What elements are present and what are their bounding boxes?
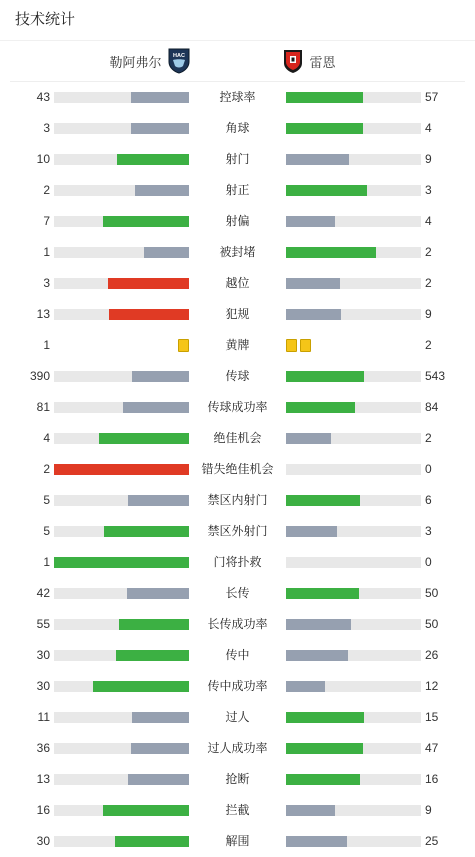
stat-label: 拦截 (225, 803, 250, 817)
home-bar (116, 650, 189, 661)
home-bar-track (54, 743, 189, 754)
away-bar (286, 92, 363, 103)
home-value: 16 (36, 803, 50, 817)
away-value: 2 (425, 338, 432, 352)
team-header (10, 41, 465, 82)
away-bar (286, 371, 364, 382)
away-value: 4 (425, 121, 432, 135)
away-bar-track (286, 247, 421, 258)
stat-label: 控球率 (219, 90, 256, 104)
stat-row (0, 640, 475, 671)
home-bar (99, 433, 189, 444)
home-value: 3 (43, 276, 50, 290)
home-bar (54, 557, 189, 568)
away-bar-track (286, 185, 421, 196)
stat-row (0, 671, 475, 702)
home-bar (131, 92, 189, 103)
home-team-name: 勒阿弗尔 (109, 54, 162, 70)
home-bar-track (54, 464, 189, 475)
page-title: 技术统计 (0, 0, 475, 41)
home-bar-track (54, 371, 189, 382)
stat-label: 过人 (225, 710, 250, 724)
away-value: 3 (425, 524, 432, 538)
away-team-crest-icon (282, 48, 304, 74)
away-team[interactable] (282, 41, 336, 81)
home-bar-track (54, 588, 189, 599)
home-value: 13 (36, 307, 50, 321)
stat-row (0, 175, 475, 206)
away-value: 2 (425, 431, 432, 445)
home-bar-track (54, 557, 189, 568)
stat-row (0, 516, 475, 547)
home-value: 1 (43, 338, 50, 352)
home-bar-track (54, 309, 189, 320)
home-team-crest-icon (168, 48, 190, 74)
away-bar-track (286, 278, 421, 289)
away-bar (286, 774, 360, 785)
home-value: 10 (36, 152, 50, 166)
away-bar (286, 402, 355, 413)
home-value: 30 (36, 679, 50, 693)
away-value: 9 (425, 152, 432, 166)
away-value: 543 (425, 369, 446, 383)
away-bar (286, 681, 325, 692)
away-bar-track (286, 588, 421, 599)
stat-row (0, 330, 475, 361)
stat-row (0, 423, 475, 454)
stat-label: 传球 (225, 369, 250, 383)
away-value: 0 (425, 555, 432, 569)
home-bar-track (54, 805, 189, 816)
away-value: 9 (425, 307, 432, 321)
stat-row (0, 826, 475, 857)
away-bar (286, 309, 341, 320)
home-bar (117, 154, 189, 165)
away-bar (286, 216, 335, 227)
home-cards (178, 339, 189, 352)
home-bar (131, 123, 189, 134)
away-bar (286, 185, 367, 196)
home-bar-track (54, 247, 189, 258)
home-bar (128, 774, 189, 785)
home-value: 7 (43, 214, 50, 228)
home-bar-track (54, 433, 189, 444)
stat-label: 角球 (225, 121, 250, 135)
home-bar (132, 712, 189, 723)
away-bar (286, 712, 364, 723)
away-bar-track (286, 92, 421, 103)
home-value: 1 (43, 245, 50, 259)
home-value: 30 (36, 834, 50, 848)
away-bar-track (286, 495, 421, 506)
away-bar-track (286, 557, 421, 568)
stat-label: 门将扑救 (213, 555, 262, 569)
home-bar (123, 402, 189, 413)
home-value: 30 (36, 648, 50, 662)
yellow-card-icon (300, 339, 311, 352)
stat-label: 禁区外射门 (207, 524, 268, 538)
stat-row (0, 578, 475, 609)
away-bar (286, 154, 349, 165)
home-bar (108, 278, 189, 289)
away-bar (286, 805, 335, 816)
away-value: 25 (425, 834, 439, 848)
stat-row (0, 268, 475, 299)
away-bar (286, 588, 359, 599)
home-value: 4 (43, 431, 50, 445)
stat-row (0, 113, 475, 144)
home-bar-track (54, 278, 189, 289)
home-bar (132, 371, 189, 382)
home-bar-track (54, 650, 189, 661)
stat-label: 传球成功率 (207, 400, 268, 414)
stat-row (0, 206, 475, 237)
home-value: 13 (36, 772, 50, 786)
home-bar-track (54, 495, 189, 506)
home-bar (103, 216, 189, 227)
away-bar (286, 495, 360, 506)
stat-label: 长传成功率 (207, 617, 268, 631)
home-value: 43 (36, 90, 50, 104)
home-team[interactable] (109, 41, 189, 81)
stat-row (0, 764, 475, 795)
home-bar (103, 805, 189, 816)
home-value: 5 (43, 524, 50, 538)
away-bar (286, 278, 340, 289)
away-value: 0 (425, 462, 432, 476)
away-team-name: 雷恩 (309, 54, 336, 70)
home-bar (104, 526, 189, 537)
away-bar-track (286, 123, 421, 134)
home-bar (93, 681, 189, 692)
away-bar-track (286, 154, 421, 165)
home-value: 1 (43, 555, 50, 569)
stat-row (0, 454, 475, 485)
stat-label: 黄牌 (225, 338, 250, 352)
home-value: 36 (36, 741, 50, 755)
away-bar (286, 123, 363, 134)
stat-label: 射正 (225, 183, 250, 197)
away-value: 15 (425, 710, 439, 724)
home-bar-track (54, 712, 189, 723)
home-bar (144, 247, 189, 258)
stat-row (0, 237, 475, 268)
away-value: 57 (425, 90, 439, 104)
away-bar-track (286, 464, 421, 475)
away-bar-track (286, 650, 421, 661)
away-value: 3 (425, 183, 432, 197)
stat-label: 禁区内射门 (207, 493, 268, 507)
away-value: 50 (425, 617, 439, 631)
home-bar-track (54, 526, 189, 537)
away-bar-track (286, 526, 421, 537)
away-bar-track (286, 402, 421, 413)
away-bar (286, 619, 351, 630)
home-value: 390 (29, 369, 50, 383)
home-bar (109, 309, 189, 320)
home-bar-track (54, 681, 189, 692)
stat-row (0, 392, 475, 423)
away-value: 26 (425, 648, 439, 662)
stat-label: 解围 (225, 834, 250, 848)
away-bar (286, 743, 363, 754)
stat-label: 长传 (225, 586, 250, 600)
home-bar (131, 743, 189, 754)
stat-label: 传中 (225, 648, 250, 662)
away-bar-track (286, 433, 421, 444)
home-value: 11 (37, 710, 50, 724)
stat-label: 射偏 (225, 214, 250, 228)
home-value: 3 (43, 121, 50, 135)
home-bar (135, 185, 189, 196)
away-value: 9 (425, 803, 432, 817)
away-bar-track (286, 743, 421, 754)
home-bar (128, 495, 189, 506)
away-bar-track (286, 681, 421, 692)
stat-row (0, 609, 475, 640)
home-bar-track (54, 619, 189, 630)
home-bar (119, 619, 189, 630)
stat-row (0, 795, 475, 826)
away-bar-track (286, 309, 421, 320)
stat-row (0, 82, 475, 113)
stat-row (0, 485, 475, 516)
home-bar-track (54, 774, 189, 785)
away-value: 50 (425, 586, 439, 600)
home-bar-track (54, 185, 189, 196)
away-value: 47 (425, 741, 439, 755)
away-bar-track (286, 774, 421, 785)
home-bar (115, 836, 189, 847)
home-bar-track (54, 216, 189, 227)
stat-label: 错失绝佳机会 (201, 462, 274, 476)
home-bar-track (54, 92, 189, 103)
stat-row (0, 702, 475, 733)
stat-label: 传中成功率 (207, 679, 268, 693)
away-value: 2 (425, 245, 432, 259)
away-value: 84 (425, 400, 439, 414)
yellow-card-icon (178, 339, 189, 352)
away-value: 4 (425, 214, 432, 228)
stat-label: 犯规 (225, 307, 250, 321)
away-value: 6 (425, 493, 432, 507)
home-value: 42 (36, 586, 50, 600)
away-cards (286, 339, 311, 352)
away-bar-track (286, 216, 421, 227)
away-value: 16 (425, 772, 439, 786)
away-bar-track (286, 836, 421, 847)
home-bar (127, 588, 189, 599)
svg-text:HAC: HAC (172, 53, 185, 59)
home-bar-track (54, 154, 189, 165)
away-bar-track (286, 805, 421, 816)
stat-label: 绝佳机会 (213, 431, 262, 445)
stat-row (0, 299, 475, 330)
home-value: 55 (36, 617, 50, 631)
away-bar (286, 526, 337, 537)
away-bar (286, 433, 331, 444)
stat-label: 过人成功率 (207, 741, 268, 755)
away-bar (286, 247, 376, 258)
home-value: 81 (36, 400, 50, 414)
stat-row (0, 547, 475, 578)
home-value: 2 (43, 183, 50, 197)
home-bar (54, 464, 189, 475)
home-value: 2 (43, 462, 50, 476)
away-bar (286, 650, 348, 661)
away-bar (286, 836, 347, 847)
home-bar-track (54, 836, 189, 847)
away-bar-track (286, 371, 421, 382)
stat-row (0, 733, 475, 764)
home-bar-track (54, 402, 189, 413)
home-value: 5 (43, 493, 50, 507)
stat-row (0, 361, 475, 392)
away-value: 2 (425, 276, 432, 290)
away-bar-track (286, 712, 421, 723)
home-bar-track (54, 123, 189, 134)
stat-label: 射门 (225, 152, 250, 166)
stat-label: 抢断 (225, 772, 250, 786)
stat-label: 被封堵 (219, 245, 256, 259)
stat-label: 越位 (225, 276, 250, 290)
stat-row (0, 144, 475, 175)
away-bar-track (286, 619, 421, 630)
yellow-card-icon (286, 339, 297, 352)
away-value: 12 (425, 679, 439, 693)
